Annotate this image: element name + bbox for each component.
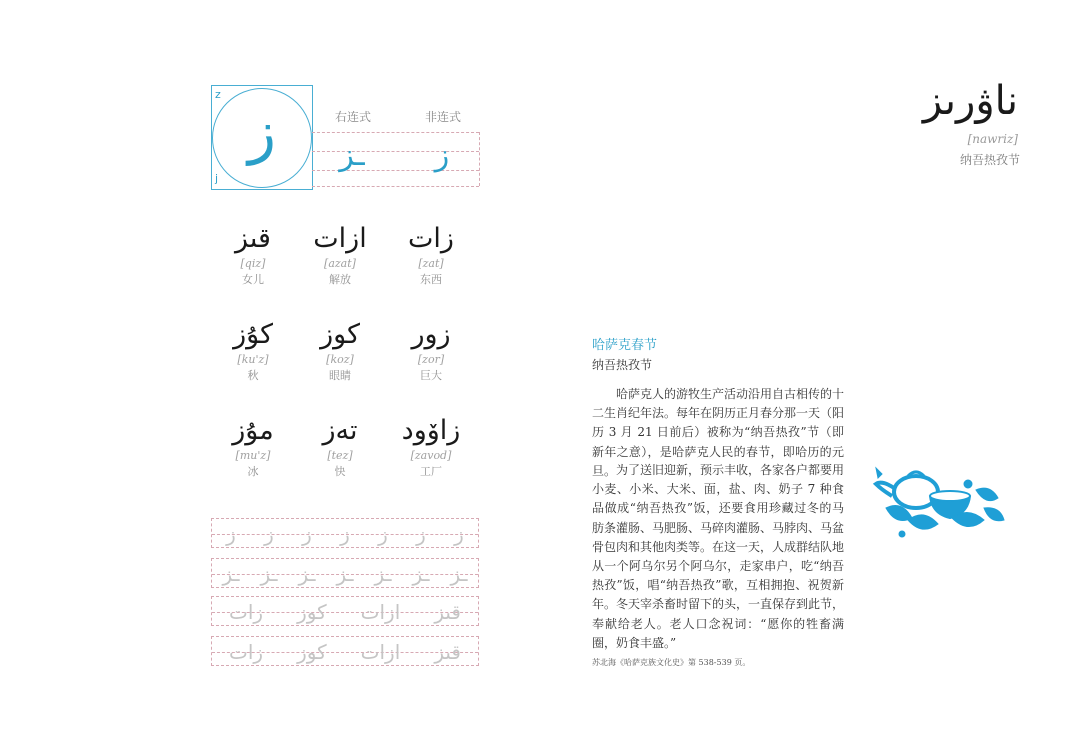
word-arabic: زات — [408, 223, 454, 254]
word-arabic: تەز — [322, 415, 358, 446]
form-glyph-isolated: ز — [434, 138, 450, 173]
word-transliteration: [azat] — [324, 257, 356, 270]
article-paragraph-2: 为了送旧迎新，预示丰收，各家各户都要用小麦、小米、大米、面，盐、肉、奶子 7 种食品做成“纳吾热孜”饭，还要食用珍藏过冬的马肪条灌肠、马肥肠、马碎肉灌肠、马脖肉、马盆骨包肉和其他肉类等。在这一天，人成群结队地从一个阿乌尔另个阿乌尔，走家串户，吃“纳吾热孜”饭，唱“纳吾热孜”歌，互相拥抱、祝贺新年。冬天宰杀畜时留下的头，一直保存到此节，奉献给老人。老人口念祝词：“愿你的牲畜满圈，奶食丰盛。” — [592, 463, 845, 650]
practice-row-3 — [211, 596, 479, 626]
practice-row-1 — [211, 518, 479, 548]
word-meaning: 工厂 — [420, 465, 442, 478]
practice-glyph: ـز — [450, 562, 468, 586]
word-card — [388, 414, 474, 480]
form-glyph-right-joining: ـز — [339, 138, 365, 173]
heading-transliteration: [nawriz] — [967, 132, 1018, 146]
guide-line — [479, 132, 480, 186]
teapot-bowl-flower-icon — [872, 462, 1007, 547]
word-transliteration: [koz] — [326, 353, 354, 366]
practice-word: كوز — [297, 600, 327, 624]
practice-word: زات — [229, 640, 264, 664]
form-label-right-joining: 右连式 — [334, 110, 371, 124]
word-meaning: 女儿 — [242, 273, 264, 286]
practice-word: قىز — [434, 640, 461, 664]
form-label-isolated: 非连式 — [424, 110, 461, 124]
word-arabic: ازات — [313, 223, 367, 254]
word-card — [297, 318, 383, 384]
word-card — [210, 222, 296, 288]
practice-glyph: ز — [454, 522, 464, 546]
word-card — [297, 414, 383, 480]
article-subtitle: 纳吾热孜节 — [592, 358, 653, 372]
word-transliteration: [tez] — [327, 449, 353, 462]
letter-card-latin-upper: z — [215, 88, 221, 101]
word-meaning: 冰 — [247, 465, 259, 478]
word-transliteration: [qiz] — [240, 257, 266, 270]
article-paragraph-1: 哈萨克人的游牧生产活动沿用自古相传的十二生肖纪年法。每年在阴历正月春分那一天（阳历 3 月 21 日前后）被称为“纳吾热孜”节（即新年之意），是哈萨克人民的春节，即哈历的元旦。 — [592, 387, 845, 478]
practice-word: كوز — [297, 640, 327, 664]
practice-word: زات — [229, 600, 264, 624]
practice-row-2 — [211, 558, 479, 588]
word-card — [388, 318, 474, 384]
word-meaning: 眼睛 — [329, 369, 351, 382]
word-arabic: مۇز — [232, 415, 274, 446]
practice-word: قىز — [434, 600, 461, 624]
practice-glyph: ز — [340, 522, 350, 546]
word-arabic: كۇز — [233, 319, 273, 350]
practice-glyph: ز — [264, 522, 274, 546]
practice-glyph: ز — [378, 522, 388, 546]
word-card — [210, 414, 296, 480]
word-meaning: 快 — [334, 465, 346, 478]
word-card — [388, 222, 474, 288]
word-transliteration: [zor] — [417, 353, 445, 366]
word-transliteration: [zavod] — [410, 449, 452, 462]
practice-glyph: ـز — [260, 562, 278, 586]
heading-chinese: 纳吾热孜节 — [959, 153, 1020, 167]
word-arabic: زور — [411, 319, 451, 350]
word-transliteration: [ku'z] — [237, 353, 269, 366]
practice-glyph: ز — [416, 522, 426, 546]
word-transliteration: [mu'z] — [235, 449, 271, 462]
word-meaning: 秋 — [247, 369, 259, 382]
word-arabic: قىز — [235, 223, 271, 254]
heading-arabic: ناۋرىز — [922, 78, 1018, 124]
guide-line — [312, 132, 479, 133]
practice-word: ازات — [360, 600, 401, 624]
word-meaning: 巨大 — [420, 369, 442, 382]
practice-glyph: ـز — [374, 562, 392, 586]
article-title: 哈萨克春节 — [592, 338, 658, 353]
practice-glyph: ـز — [336, 562, 354, 586]
practice-glyph: ز — [226, 522, 236, 546]
word-arabic: زاۆود — [401, 415, 461, 446]
word-meaning: 解放 — [329, 273, 351, 286]
word-arabic: كوز — [320, 319, 360, 350]
word-card — [210, 318, 296, 384]
practice-glyph: ز — [302, 522, 312, 546]
letter-card-glyph: ز — [247, 98, 276, 166]
practice-row-4 — [211, 636, 479, 666]
practice-word: ازات — [360, 640, 401, 664]
word-card — [297, 222, 383, 288]
practice-glyph: ـز — [412, 562, 430, 586]
practice-glyph: ـز — [222, 562, 240, 586]
guide-line — [312, 186, 479, 187]
practice-glyph: ـز — [298, 562, 316, 586]
article-source: 苏北海《哈萨克族文化史》第 538-539 页。 — [592, 658, 751, 667]
word-meaning: 东西 — [420, 273, 442, 286]
word-transliteration: [zat] — [418, 257, 444, 270]
letter-card-latin-lower: j — [215, 172, 219, 185]
